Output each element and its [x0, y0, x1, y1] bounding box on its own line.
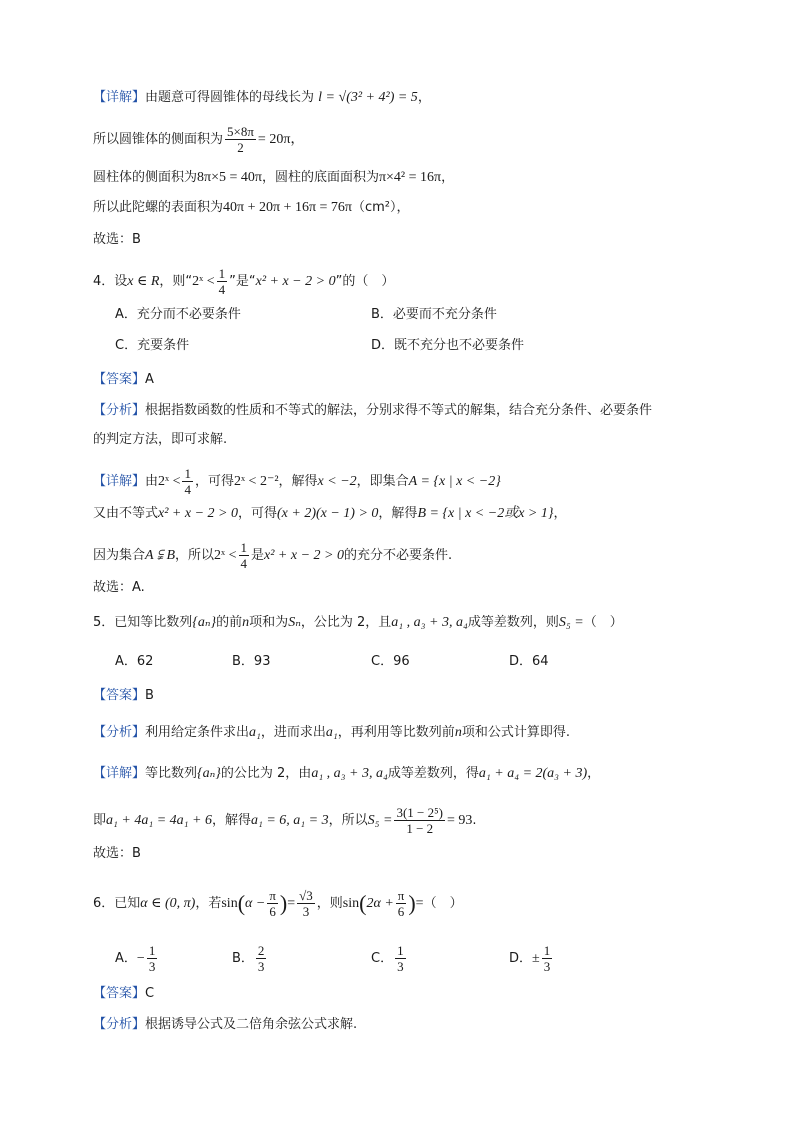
q6-analysis: 【分析】根据诱导公式及二倍角余弦公式求解. [93, 1017, 358, 1032]
q4-option-a: A．充分而不必要条件 [115, 307, 241, 322]
q5-detail-1: 【详解】等比数列{aₙ}的公比为 2，由a₁ , a₃ + 3, a₄成等差数列，得a₁ + a₄ = 2(a₃ + 3)， [93, 766, 601, 781]
q4-option-c: C．充要条件 [115, 338, 190, 353]
q5-option-b: B．93 [232, 654, 271, 669]
detail-line-cone-slant: 【详解】由题意可得圆锥体的母线长为 l = √(3² + 4²) = 5， [93, 90, 431, 105]
q6-option-d: D．± $\frac{1}{3}$ [509, 943, 551, 974]
fraction: $\frac{5\times 8\pi}{2}$ [227, 124, 254, 155]
q5-answer: 【答案】B [93, 688, 154, 703]
q5-option-c: C．96 [371, 654, 410, 669]
q5-option-a: A．62 [115, 654, 154, 669]
detail-line-cylinder: 圆柱体的侧面积为8π×5 = 40π，圆柱的底面面积为π×4² = 16π， [93, 170, 455, 185]
q6-answer: 【答案】C [93, 986, 155, 1001]
q4-analysis-1: 【分析】根据指数函数的性质和不等式的解法，分别求得不等式的解集，结合充分条件、必要条件 [93, 403, 653, 418]
q6-option-b: B． $\frac{2}{3}$ [232, 943, 265, 974]
q5-detail-2: 即a₁ + 4a₁ = 4a₁ + 6，解得a₁ = 6, a₁ = 3，所以S₅ = $\frac{\text{3(1 − 2⁵)}}{1 - 2}$ = 93. [93, 805, 477, 836]
q6-option-c: C． $\frac{1}{3}$ [371, 943, 404, 974]
q4-option-d: D．既不充分也不必要条件 [371, 338, 525, 353]
q5-option-d: D．64 [509, 654, 549, 669]
detail-line-cone-area: 所以圆锥体的侧面积为 $\frac{5\times 8\pi}{2}$ = 20π， [93, 124, 305, 155]
q4-analysis-2: 的判定方法，即可求解. [93, 432, 228, 447]
question-4-stem: 4．设x ∈ R，则“2ˣ < $\frac{1}{4}$ ”是“x² + x − 2 > 0”的（ ） [93, 266, 395, 297]
q4-option-b: B．必要而不充分条件 [371, 307, 497, 322]
q6-option-a: A．− $\frac{1}{3}$ [115, 943, 156, 974]
q4-detail-2: 又由不等式x² + x − 2 > 0，可得(x + 2)(x − 1) > 0，解得B = {x | x < −2或x > 1}， [93, 506, 567, 521]
detail-line-surface: 所以此陀螺的表面积为40π + 20π + 16π = 76π（cm²）， [93, 200, 410, 215]
q5-analysis: 【分析】利用给定条件求出a₁，进而求出a₁，再利用等比数列前n项和公式计算即得. [93, 725, 570, 740]
question-6-stem: 6．已知α ∈ (0, π)，若sin(α − $\frac{\pi}{6}$ )= $\frac{√3}{3}$ ，则sin(2α + $\frac{\pi}{6}$ )=（ ） [93, 888, 463, 919]
q4-detail-1: 【详解】由2ˣ < $\frac{1}{4}$ ，可得2ˣ < 2⁻²，解得x < −2，即集合A = {x | x < −2} [93, 466, 501, 497]
q4-answer: 【答案】A [93, 372, 154, 387]
question-5-stem: 5．已知等比数列{aₙ}的前n项和为Sₙ，公比为 2，且a₁ , a₃ + 3, a₄成等差数列，则S₅ =（ ） [93, 615, 623, 630]
choose-line: 故选：B [93, 232, 141, 247]
q4-choose: 故选：A. [93, 580, 145, 595]
q5-choose: 故选：B [93, 846, 141, 861]
detail-tag: 【详解】 [93, 90, 146, 105]
q4-detail-3: 因为集合A ⫋ B，所以2ˣ < $\frac{1}{4}$ 是x² + x − 2 > 0的充分不必要条件. [93, 540, 453, 571]
